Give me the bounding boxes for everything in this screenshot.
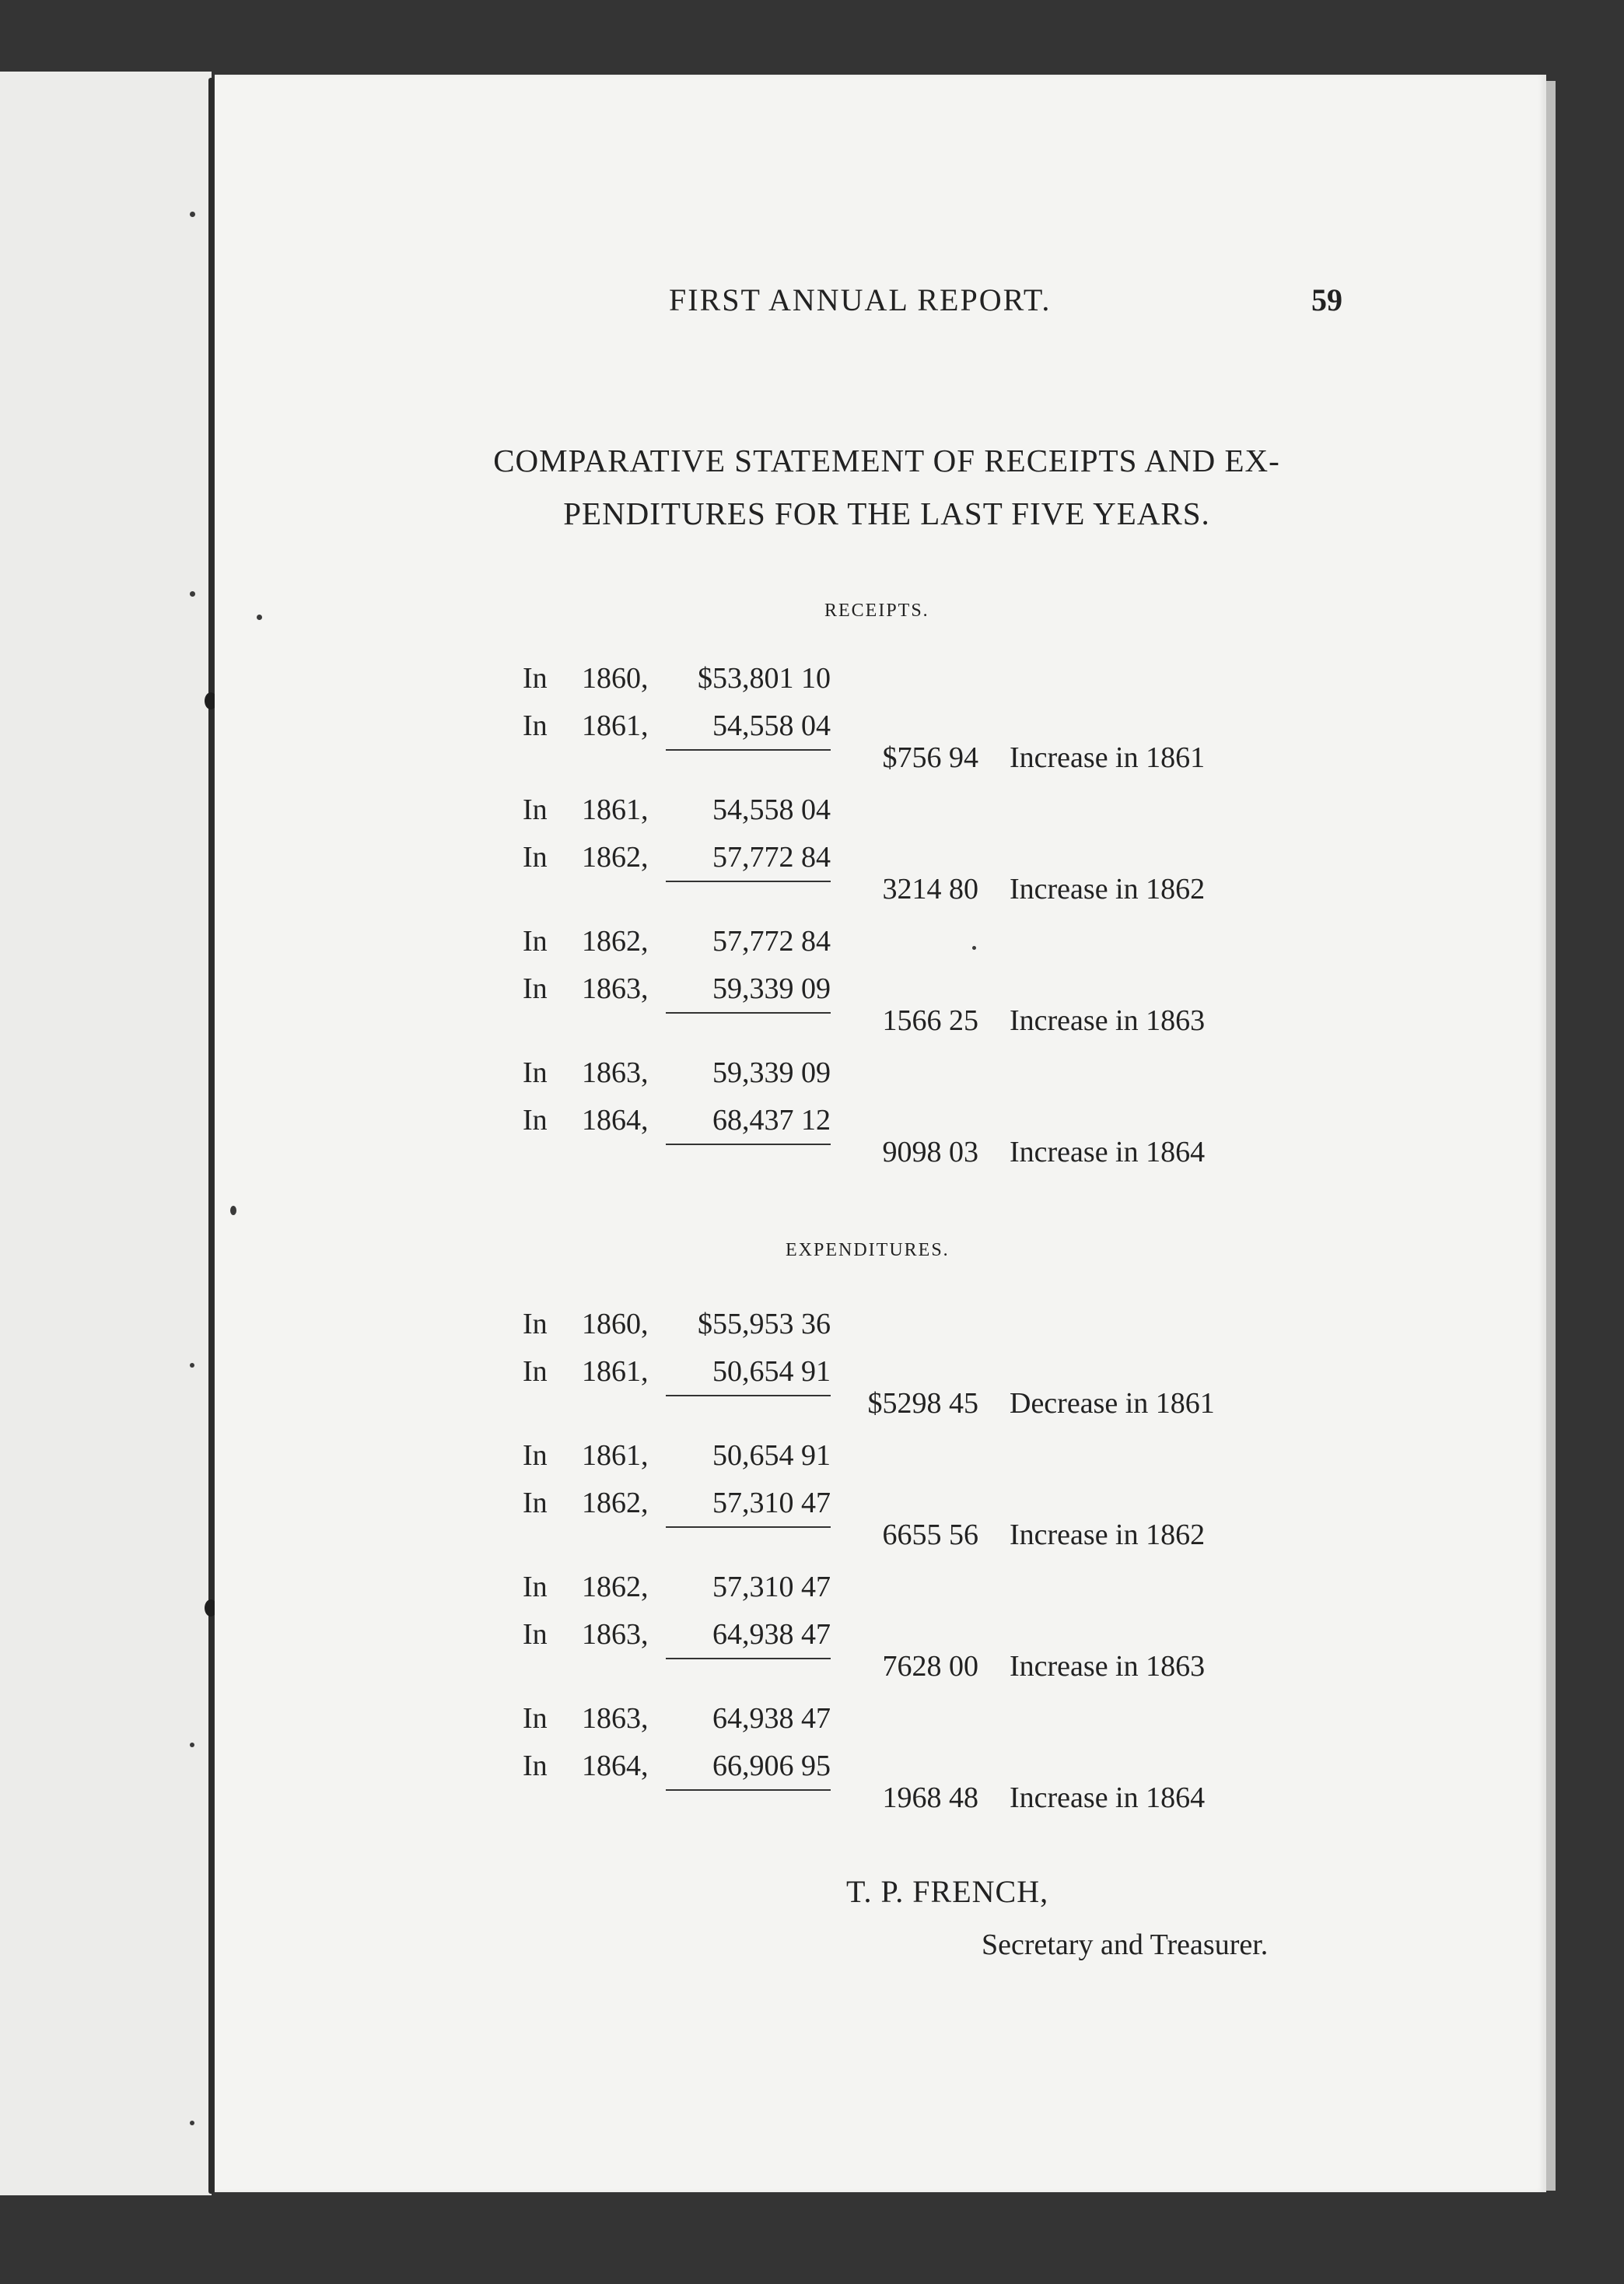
row-year: 1863, (582, 1618, 649, 1651)
row-prefix: In (523, 1308, 548, 1340)
ledger-row (0, 1056, 1624, 1095)
row-amount: 54,558 04 (712, 709, 831, 742)
receipts-heading: RECEIPTS. (824, 601, 929, 621)
difference-note: Increase in 1862 (1010, 873, 1206, 906)
dust-speck (230, 1206, 236, 1215)
dust-speck (257, 615, 262, 620)
row-prefix: In (523, 1355, 548, 1388)
row-amount: 54,558 04 (712, 793, 831, 826)
dust-speck (190, 1743, 194, 1747)
difference-row (0, 1781, 1624, 1820)
ledger-row (0, 1701, 1624, 1740)
difference-amount: 7628 00 (882, 1650, 978, 1683)
row-prefix: In (523, 662, 548, 695)
difference-row (0, 1518, 1624, 1557)
difference-note: Decrease in 1861 (1010, 1387, 1215, 1420)
row-year: 1863, (582, 1702, 649, 1735)
difference-amount: 1968 48 (882, 1781, 978, 1814)
row-year: 1861, (582, 1355, 649, 1388)
row-prefix: In (523, 793, 548, 826)
difference-note: Increase in 1863 (1010, 1004, 1206, 1037)
difference-row (0, 1135, 1624, 1174)
page-number: 59 (1311, 282, 1342, 317)
row-amount: 57,310 47 (712, 1487, 831, 1519)
row-prefix: In (523, 972, 548, 1005)
dust-speck (190, 2121, 194, 2125)
ledger-row (0, 1307, 1624, 1346)
difference-amount: $5298 45 (867, 1387, 978, 1420)
difference-note: Increase in 1863 (1010, 1650, 1206, 1683)
row-prefix: In (523, 1487, 548, 1519)
ledger-row (0, 793, 1624, 832)
difference-amount: 1566 25 (882, 1004, 978, 1037)
dust-speck (190, 591, 195, 597)
difference-row (0, 1004, 1624, 1042)
row-amount: $53,801 10 (698, 662, 831, 695)
row-amount: 68,437 12 (712, 1104, 831, 1137)
difference-row (0, 872, 1624, 911)
row-prefix: In (523, 709, 548, 742)
expenditures-heading: EXPENDITURES. (786, 1240, 950, 1260)
row-amount: 64,938 47 (712, 1702, 831, 1735)
difference-note: Increase in 1861 (1010, 741, 1206, 774)
statement-title-line-2: PENDITURES FOR THE LAST FIVE YEARS. (563, 496, 1210, 531)
difference-row (0, 1649, 1624, 1688)
row-year: 1864, (582, 1104, 649, 1137)
ledger-row (0, 1438, 1624, 1477)
difference-note: Increase in 1864 (1010, 1136, 1206, 1168)
difference-note: Increase in 1864 (1010, 1781, 1206, 1814)
row-prefix: In (523, 1702, 548, 1735)
difference-note: Increase in 1862 (1010, 1519, 1206, 1551)
row-prefix: In (523, 1750, 548, 1782)
signatory-name: T. P. FRENCH, (846, 1874, 1049, 1909)
row-amount: 57,772 84 (712, 925, 831, 958)
row-prefix: In (523, 1056, 548, 1089)
row-prefix: In (523, 1618, 548, 1651)
ledger-row (0, 661, 1624, 700)
row-amount: 59,339 09 (712, 1056, 831, 1089)
row-prefix: In (523, 1571, 548, 1603)
row-amount: 50,654 91 (712, 1355, 831, 1388)
row-year: 1862, (582, 1571, 649, 1603)
row-amount: 57,310 47 (712, 1571, 831, 1603)
row-amount: 50,654 91 (712, 1439, 831, 1472)
row-amount: 66,906 95 (712, 1750, 831, 1782)
row-year: 1862, (582, 925, 649, 958)
statement-title-line-1: COMPARATIVE STATEMENT OF RECEIPTS AND EX- (493, 443, 1280, 478)
row-year: 1862, (582, 841, 649, 874)
difference-amount: $756 94 (882, 741, 978, 774)
row-year: 1863, (582, 972, 649, 1005)
row-year: 1861, (582, 709, 649, 742)
running-title: FIRST ANNUAL REPORT. (669, 282, 1052, 317)
row-year: 1860, (582, 1308, 649, 1340)
difference-amount: 3214 80 (882, 873, 978, 906)
row-year: 1862, (582, 1487, 649, 1519)
row-amount: $55,953 36 (698, 1308, 831, 1340)
row-year: 1864, (582, 1750, 649, 1782)
dust-speck (190, 212, 195, 217)
row-year: 1863, (582, 1056, 649, 1089)
row-year: 1861, (582, 1439, 649, 1472)
row-prefix: In (523, 1104, 548, 1137)
row-prefix: In (523, 925, 548, 958)
row-prefix: In (523, 841, 548, 874)
difference-row (0, 1386, 1624, 1425)
difference-amount: 9098 03 (882, 1136, 978, 1168)
row-prefix: In (523, 1439, 548, 1472)
ledger-row (0, 1570, 1624, 1609)
row-amount: 59,339 09 (712, 972, 831, 1005)
signatory-title: Secretary and Treasurer. (982, 1928, 1269, 1961)
difference-amount: 6655 56 (882, 1519, 978, 1551)
ledger-row (0, 924, 1624, 963)
row-year: 1860, (582, 662, 649, 695)
row-amount: 64,938 47 (712, 1618, 831, 1651)
row-year: 1861, (582, 793, 649, 826)
row-amount: 57,772 84 (712, 841, 831, 874)
difference-row (0, 741, 1624, 779)
